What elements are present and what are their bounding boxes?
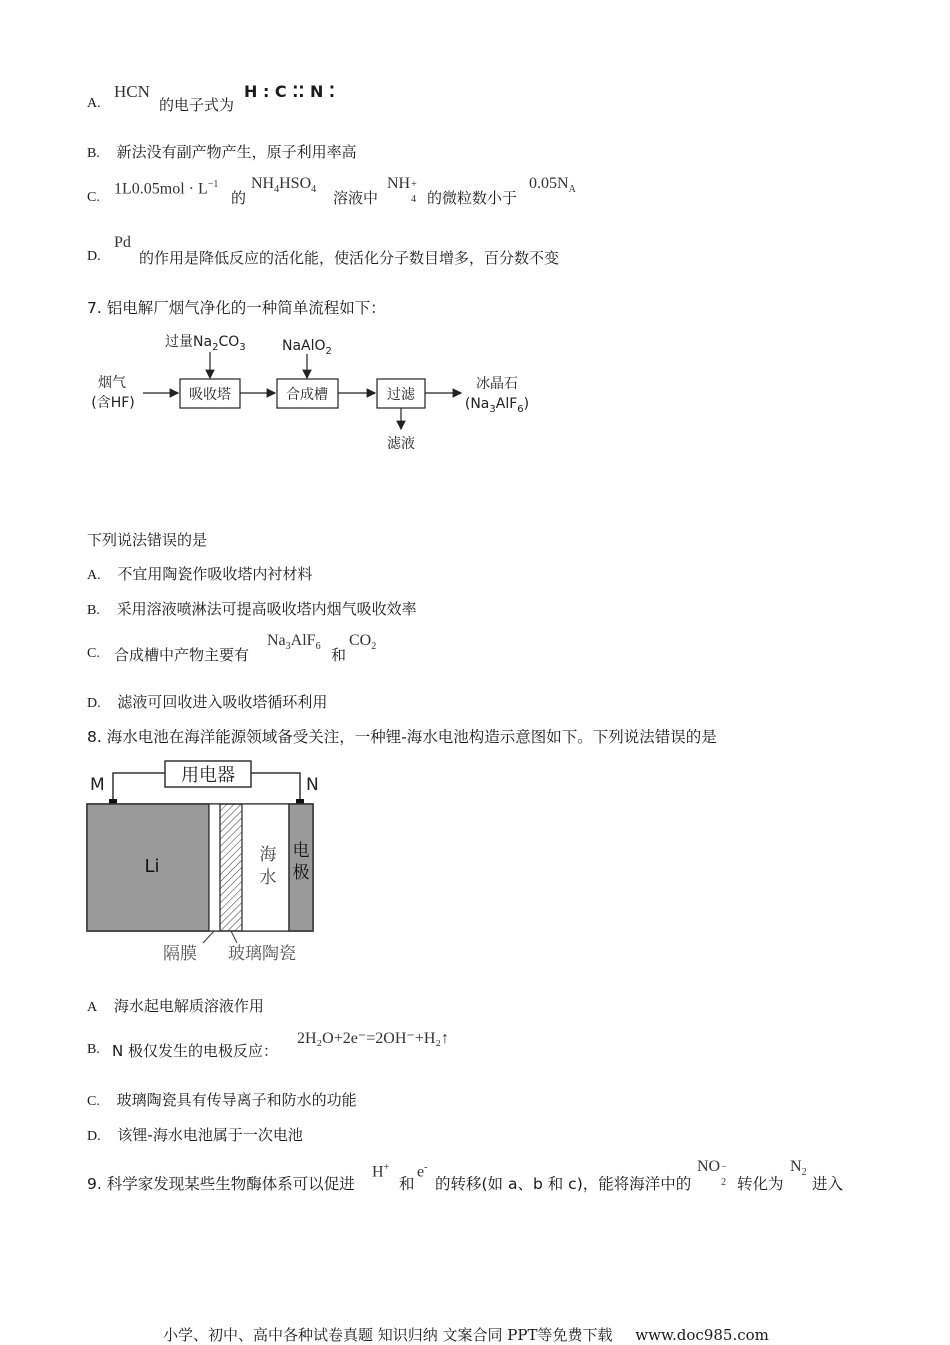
formula-h-ion: H+ [372,1162,390,1181]
q7-option-d [87,691,327,712]
q9-text-3: 的转移(如 a、b 和 c)，能将海洋中的 [435,1175,692,1193]
formula-pd: Pd [114,234,131,251]
filtrate-label: 滤液 [387,436,415,452]
q7-option-a [87,563,312,584]
lewis-structure: H : C ⁚⁚ N ⁚ [244,82,336,101]
option-text: 合成槽中产物主要有 [114,646,250,664]
option-text: 采用溶液喷淋法可提高吸收塔内烟气吸收效率 [116,600,417,618]
q9-stem [87,1158,887,1194]
box-synthesis-label: 合成槽 [286,387,328,403]
output-cryolite: 冰晶石 [476,376,518,392]
box-absorber-label: 吸收塔 [189,387,231,403]
option-letter: A. [87,568,101,583]
formula-n2: $N_2$ [790,1158,807,1179]
seawater-label-2: 水 [259,868,277,888]
option-letter: C. [87,190,100,205]
text-de: 的 [231,189,247,207]
option-letter: B. [87,603,100,618]
option-letter: A [87,1000,98,1015]
q6-option-b [87,141,357,162]
q7-option-c [87,630,487,666]
reagent-na2co3: 过量$Na_2CO_3$ [165,334,246,353]
q6-option-c [87,175,707,209]
input-hf: (含HF) [91,395,135,411]
text-and: 和 [331,646,347,664]
electrode-equation: 2H₂O+2e⁻=2OH⁻+H₂↑ [297,1030,449,1047]
device-label: 用电器 [181,765,235,786]
q7-stem: 7. 铝电解厂烟气净化的一种简单流程如下： [87,299,386,317]
concentration: $1L0.05mol \cdot L^{-1}$ [114,179,219,198]
q8-option-c [87,1089,357,1110]
q8-battery-diagram [85,755,325,967]
anode-label: Li [144,856,160,877]
box-filter-label: 过滤 [387,387,415,403]
q8-option-a [87,995,264,1016]
option-text: 滤液可回收进入吸收塔循环利用 [117,693,328,711]
ceramic-label: 玻璃陶瓷 [228,944,296,964]
reagent-naalo2: NaAlO$_2$ [282,338,332,357]
separator-leader [203,931,214,943]
footer [163,1324,769,1345]
q9-text-4: 转化为 [737,1175,784,1193]
q9-text-1: 9. 科学家发现某些生物酶体系可以促进 [87,1175,355,1193]
electrode-label-1: 电 [292,841,310,861]
text-solution: 溶液中 [333,189,379,207]
output-formula: $(Na_3AlF_6)$ [464,396,530,415]
option-text: 海水起电解质溶液作用 [113,997,264,1015]
option-text: 不宜用陶瓷作吸收塔内衬材料 [117,565,313,583]
q7-prompt: 下列说法错误的是 [87,531,208,549]
glass-ceramic [220,804,242,931]
q7-option-b [87,598,417,619]
formula-na: $0.05N_A$ [529,175,576,196]
terminal-m: M [90,775,105,795]
q6-option-d [87,234,707,268]
option-text: 的电子式为 [159,96,235,114]
option-text: 玻璃陶瓷具有传导离子和防水的功能 [116,1091,357,1109]
wire-right [251,773,300,800]
text-count: 的微粒数小于 [427,189,518,207]
formula-na3alf6: $Na_3AlF_6$ [267,632,321,653]
ceramic-leader [231,931,237,943]
option-letter: D. [87,696,101,711]
electrode-label-2: 极 [292,863,310,883]
option-letter: B. [87,1042,100,1057]
footer-url[interactable]: www.doc985.com [635,1326,769,1344]
option-letter: D. [87,1129,101,1144]
separator-label: 隔膜 [163,944,197,964]
formula-co2: $CO_2$ [349,632,377,653]
option-text: N 极仅发生的电极反应： [112,1042,278,1060]
q8-option-d [87,1124,303,1145]
option-text: 新法没有副产物产生，原子利用率高 [116,143,357,161]
option-letter: A. [87,96,101,111]
option-letter: C. [87,646,100,661]
formula-electron: e- [417,1162,428,1181]
option-text: 的作用是降低反应的活化能，使活化分子数目增多，百分数不变 [139,249,560,267]
terminal-n: N [306,775,319,795]
option-letter: B. [87,146,100,161]
separator [209,804,220,931]
option-letter: D. [87,249,101,264]
input-gas: 烟气 [98,375,126,391]
q9-text-2: 和 [399,1175,415,1193]
formula-no2-ion: NO − 2 [697,1158,727,1188]
formula-hcn: HCN [114,82,150,101]
formula-nh4-ion: NH + 4 [387,175,417,205]
option-text: 该锂-海水电池属于一次电池 [117,1126,303,1144]
wire-left [113,773,165,800]
footer-text: 小学、初中、高中各种试卷真题 知识归纳 文案合同 PPT等免费下载 [163,1326,613,1344]
q9-text-5: 进入 [812,1175,844,1193]
q8-stem: 8. 海水电池在海洋能源领域备受关注，一种锂-海水电池构造示意图如下。下列说法错误的是 [87,728,717,746]
q7-flow-diagram [85,326,555,458]
seawater-label-1: 海 [259,845,277,865]
formula-nh4hso4: $NH_4HSO_4$ [251,175,317,196]
option-letter: C. [87,1094,100,1109]
q8-option-b [87,1026,587,1062]
